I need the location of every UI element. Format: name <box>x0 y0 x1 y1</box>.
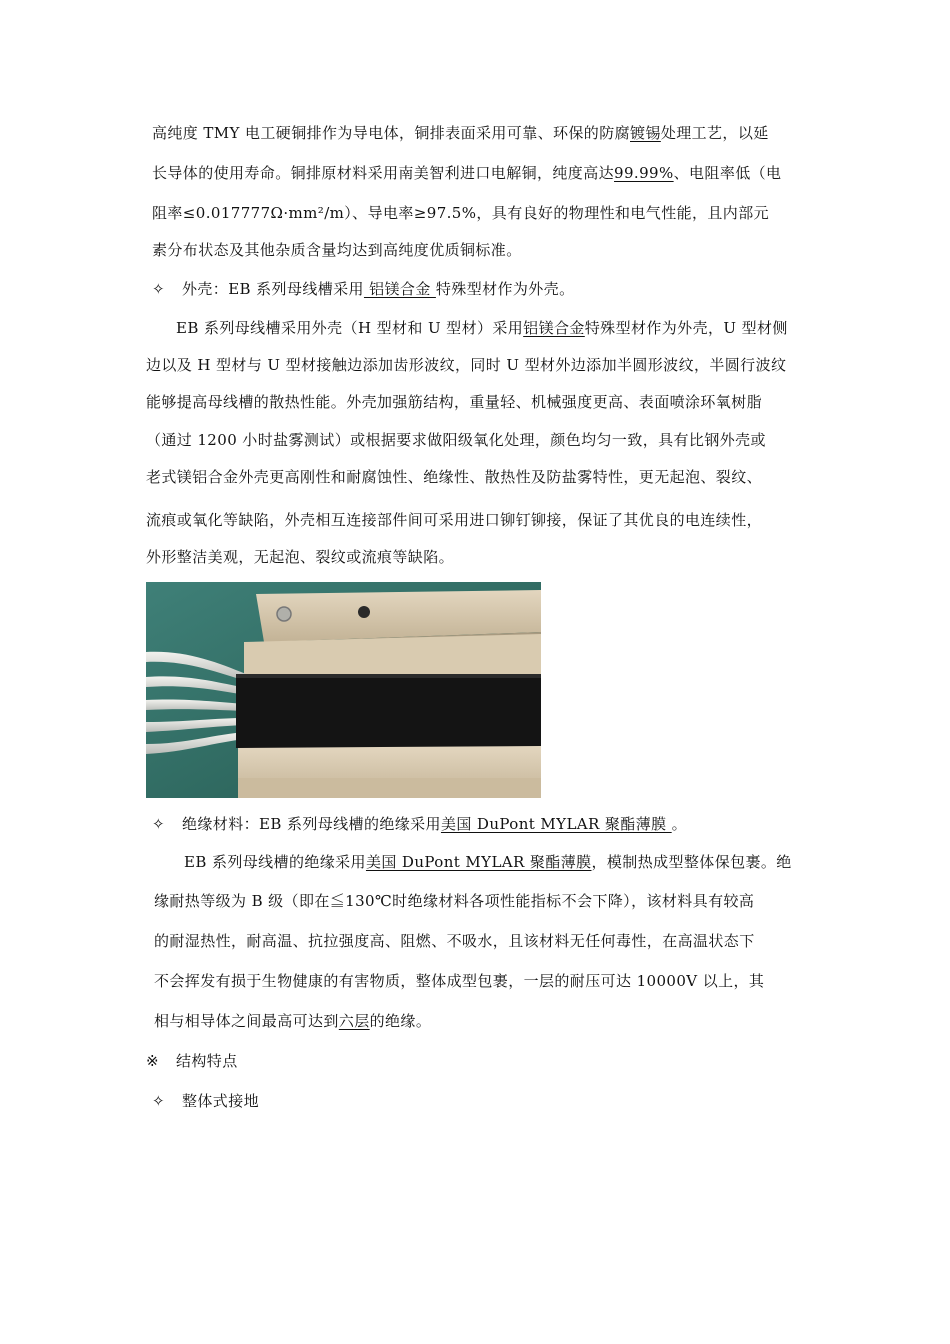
text: 结构特点 <box>176 1052 238 1070</box>
reference-mark-icon: ※ <box>146 1052 159 1070</box>
text: EB 系列母线槽采用外壳（H 型材和 U 型材）采用 <box>176 319 524 337</box>
text: 的绝缘。 <box>369 1012 432 1030</box>
shell-heading <box>152 279 575 299</box>
underlined-text: 六层 <box>338 1012 370 1030</box>
para1-line2 <box>152 163 781 183</box>
underlined-text: 镀锡 <box>630 124 661 142</box>
insulation-heading <box>152 814 687 834</box>
text: 相与相导体之间最高可达到 <box>154 1012 339 1030</box>
para2-line2: 边以及 H 型材与 U 型材接触边添加齿形波纹，同时 U 型材外边添加半圆形波纹，半圆行波纹 <box>146 356 787 374</box>
para3-line4: 不会挥发有损于生物健康的有害物质，整体成型包裹，一层的耐压可达 10000V 以上，其 <box>154 972 765 990</box>
structure-heading <box>146 1051 238 1071</box>
underlined-text: 铝镁合金 <box>363 280 436 298</box>
bullet-diamond-icon: ✧ <box>152 815 165 833</box>
text: 特殊型材作为外壳。 <box>435 280 575 298</box>
underlined-text: 美国 DuPont MYLAR 聚酯薄膜 <box>365 853 592 871</box>
text: 。 <box>671 815 688 833</box>
text: 绝缘材料：EB 系列母线槽的绝缘采用 <box>182 815 441 833</box>
busway-housing-photo <box>146 582 541 798</box>
para2-line7: 外形整洁美观，无起泡、裂纹或流痕等缺陷。 <box>146 548 455 566</box>
para2-line4: （通过 1200 小时盐雾测试）或根据要求做阳级氧化处理，颜色均匀一致，具有比钢外壳或 <box>146 431 766 449</box>
text: 特殊型材作为外壳，U 型材侧 <box>584 319 788 337</box>
text: EB 系列母线槽的绝缘采用 <box>184 853 366 871</box>
para3-line2: 缘耐热等级为 B 级（即在≦130℃时绝缘材料各项性能指标不会下降），该材料具有较高 <box>154 892 755 910</box>
para2-line3: 能够提高母线槽的散热性能。外壳加强筋结构，重量轻、机械强度更高、表面喷涂环氧树脂 <box>146 393 763 411</box>
para3-line5 <box>154 1011 431 1031</box>
underlined-text: 铝镁合金 <box>523 319 585 337</box>
para1-line3: 阻率≤0.017777Ω·mm²/m）、导电率≥97.5%，具有良好的物理性和电气性能，且内部元 <box>152 204 770 222</box>
busway-housing-illustration <box>146 582 541 798</box>
text: ，模制热成型整体保包裹。绝 <box>591 853 792 871</box>
text: 高纯度 TMY 电工硬铜排作为导电体，铜排表面采用可靠、环保的防腐 <box>152 124 631 142</box>
para2-line6: 流痕或氧化等缺陷，外壳相互连接部件间可采用进口铆钉铆接，保证了其优良的电连续性， <box>146 511 763 529</box>
text: 、电阻率低（电 <box>673 164 782 182</box>
text: 外壳：EB 系列母线槽采用 <box>182 280 364 298</box>
text: 处理工艺，以延 <box>660 124 769 142</box>
text: 整体式接地 <box>182 1092 260 1110</box>
grounding-heading <box>152 1091 259 1111</box>
bullet-diamond-icon: ✧ <box>152 1092 165 1110</box>
para1-line1 <box>152 123 769 143</box>
para3-line1 <box>184 852 792 872</box>
para2-line5: 老式镁铝合金外壳更高刚性和耐腐蚀性、绝缘性、散热性及防盐雾特性，更无起泡、裂纹、 <box>146 468 763 486</box>
bullet-diamond-icon: ✧ <box>152 280 165 298</box>
para2-line1 <box>176 318 788 338</box>
para1-line4: 素分布状态及其他杂质含量均达到高纯度优质铜标准。 <box>152 241 522 259</box>
underlined-text: 99.99% <box>614 164 674 182</box>
text: 长导体的使用寿命。铜排原材料采用南美智利进口电解铜，纯度高达 <box>152 164 615 182</box>
underlined-text: 美国 DuPont MYLAR 聚酯薄膜 <box>440 815 672 833</box>
para3-line3: 的耐湿热性，耐高温、抗拉强度高、阻燃、不吸水，且该材料无任何毒性，在高温状态下 <box>154 932 755 950</box>
